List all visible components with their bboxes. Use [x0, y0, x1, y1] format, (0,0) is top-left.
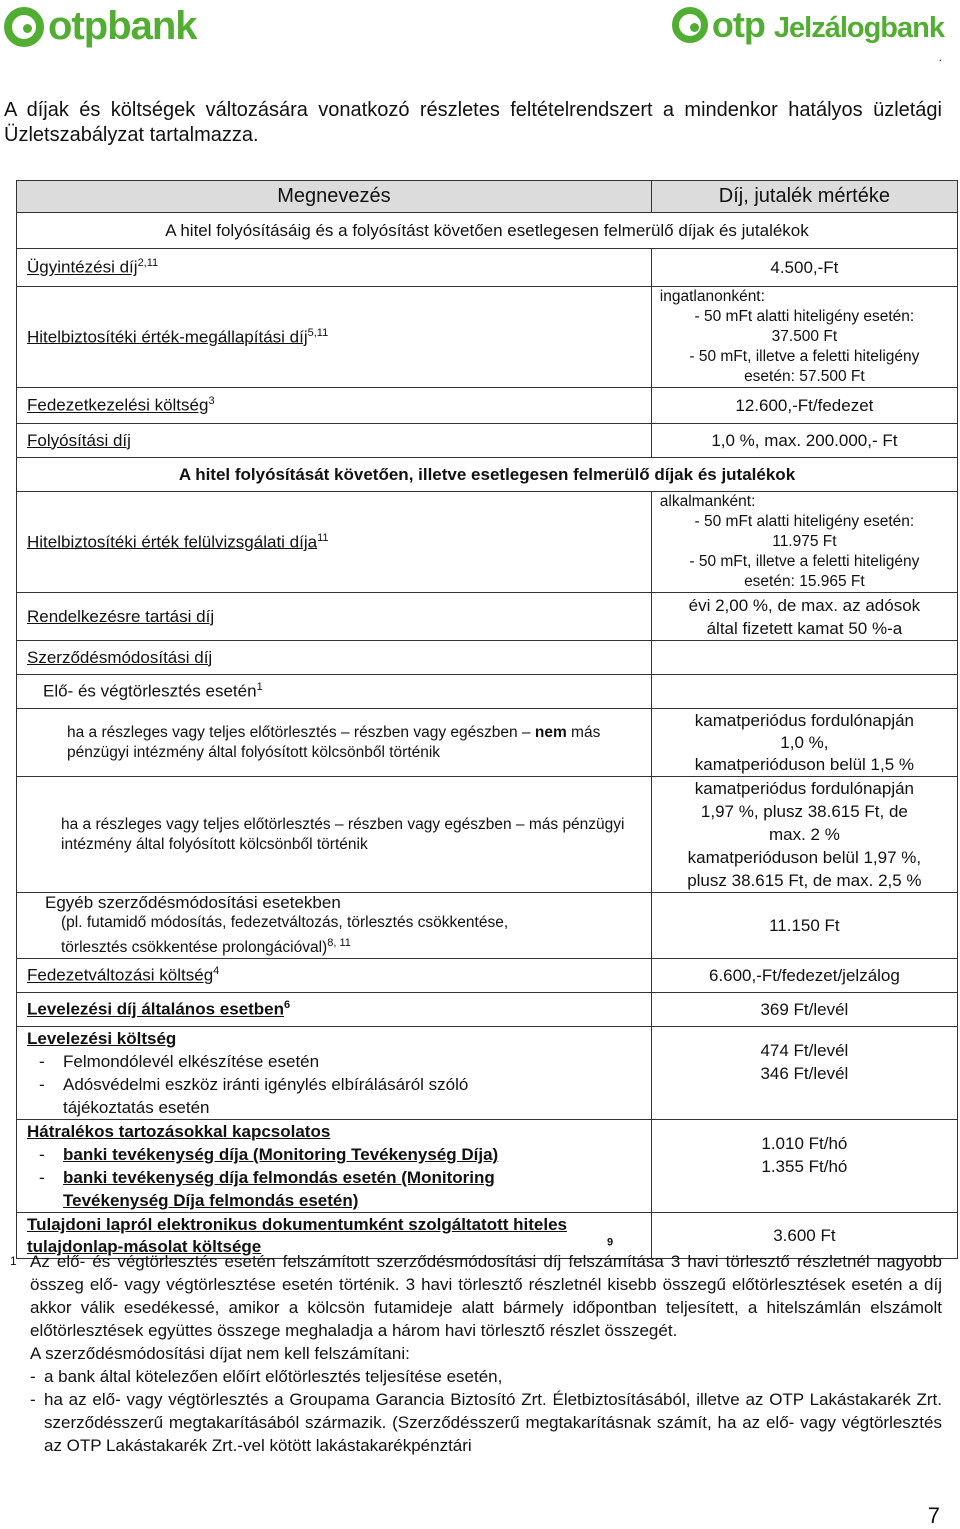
section-row [17, 213, 958, 249]
row-value: kamatperiódus fordulónapján 1,97 %, plusz 38.615 Ft, de max. 2 % kamatperióduson belül 1,97 %, plusz 38.615 Ft, de max. 2,5 % [651, 777, 957, 893]
intro-paragraph: A díjak és költségek változására vonatkozó részletes feltételrendszert a mindenkor hatályos üzletági Üzletszabályzat tartalmazza. [4, 99, 942, 146]
jelzalogbank-logo-text [712, 4, 944, 46]
table-row [17, 492, 958, 593]
row-value [651, 641, 957, 675]
table-row [17, 424, 958, 458]
footnote-paragraph: A szerződésmódosítási díjat nem kell felszámítani: [30, 1344, 410, 1363]
row-value: 11.150 Ft [651, 893, 957, 959]
section-row [17, 458, 958, 492]
row-value [651, 675, 957, 709]
page-number: 7 [927, 1503, 940, 1528]
table-row [17, 777, 958, 893]
row-label: ha a részleges vagy teljes előtörlesztés – részben vagy egészben – más pénzügyi intézmény által folyósított kölcsönből történik [17, 777, 652, 893]
table-row [17, 959, 958, 993]
table-row [17, 709, 958, 777]
row-value: 474 Ft/levél 346 Ft/levél [651, 1027, 957, 1120]
row-value: évi 2,00 %, de max. az adósok által fizetett kamat 50 %-a [651, 593, 957, 641]
logo-otp-word: otp [711, 4, 765, 45]
row-label: Szerződésmódosítási díj [17, 641, 652, 675]
row-label: ha a részleges vagy teljes előtörlesztés – részben vagy egészben – nem más pénzügyi intézmény által folyósított kölcsönből történik [17, 709, 652, 777]
row-label: Tulajdoni lapról elektronikus dokumentumként szolgáltatott hiteles tulajdonlap-másolat költsége $^9$ [17, 1213, 652, 1259]
row-value: 1,0 %, max. 200.000,- Ft [651, 424, 957, 458]
fees-table [16, 180, 958, 1259]
row-value: 3.600 Ft [651, 1213, 957, 1259]
table-row [17, 287, 958, 388]
row-label: Hátralékos tartozásokkal kapcsolatos - banki tevékenység díja (Monitoring Tevékenység Díja) - banki tevékenység díja felmondás esetén (Monitoring Tevékenység Díja felmondás esetén) [17, 1120, 652, 1213]
row-label: Elő- és végtörlesztés esetén$^1$ [17, 675, 652, 709]
row-label: Levelezési költség - Felmondólevél elkészítése esetén - Adósvédelmi eszköz iránti igénylés elbírálásáról szóló tájékoztatás esetén [17, 1027, 652, 1120]
footnote-list-item: - a bank által kötelezően előírt előtörlesztés teljesítése esetén, [30, 1367, 503, 1386]
row-label: Rendelkezésre tartási díj [17, 593, 652, 641]
row-value: 4.500,-Ft [651, 249, 957, 287]
corner-dot: . [938, 50, 942, 64]
row-label: Levelezési díj általános esetben$^6$ [17, 993, 652, 1027]
row-value: alkalmanként: - 50 mFt alatti hiteligény esetén: 11.975 Ft - 50 mFt, illetve a feletti hiteligény esetén: 15.965 Ft [651, 492, 957, 593]
table-row [17, 641, 958, 675]
row-label: Egyéb szerződésmódosítási esetekben (pl. futamidő módosítás, fedezetváltozás, törlesztés csökkentése, törlesztés csökkentése prolongációval)$^{8, 11}$ [17, 893, 652, 959]
row-label: Folyósítási díj [17, 424, 652, 458]
row-label: Hitelbiztosítéki érték-megállapítási díj$^{5,11}$ [17, 287, 652, 388]
otpbank-logo-text: otpbank [48, 4, 197, 48]
table-row [17, 893, 958, 959]
otpbank-logo [4, 4, 197, 49]
col-header-name: Megnevezés [17, 181, 652, 213]
table-row [17, 249, 958, 287]
footnote-list-item: - ha az elő- vagy végtörlesztés a Groupama Garancia Biztosító Zrt. Életbiztosításából, illetve az OTP Lakástakarék Zrt. szerződésszerű megtakarításából származik. (Szerződésszerű megtakarításnak számít, ha az elő- vagy végtörlesztés az OTP Lakástakarék Zrt.-vel kötött lakástakarékpénztári [30, 1390, 942, 1455]
row-value: kamatperiódus fordulónapján 1,0 %, kamatperióduson belül 1,5 % [651, 709, 957, 777]
row-value: 12.600,-Ft/fedezet [651, 388, 957, 424]
footnote [10, 1250, 942, 1457]
footnote-number: 1 [10, 1254, 17, 1268]
row-label: Fedezetváltozási költség$^4$ [17, 959, 652, 993]
row-value: ingatlanonként: - 50 mFt alatti hiteligény esetén: 37.500 Ft - 50 mFt, illetve a feletti hiteligény esetén: 57.500 Ft [651, 287, 957, 388]
table-row [17, 1120, 958, 1213]
table-row [17, 675, 958, 709]
footnote-paragraph: Az elő- és végtörlesztés esetén felszámított szerződésmódosítási díj felszámítása 3 havi törlesztő részletnél nagyobb összeg elő- vagy végtörlesztése esetén történik. 3 havi törlesztő részletnél kisebb összegű előtörlesztések esetén a díj akkor válik esedékessé, amikor a kölcsön futamideje alatt bármely időpontban teljesített, a hitelszámlán elszámolt előtörlesztések együttes összege meghaladja a három havi törlesztő részlet összegét. [30, 1252, 942, 1340]
section-title: A hitel folyósításáig és a folyósítást követően esetlegesen felmerülő díjak és jutalékok [17, 213, 958, 249]
table-row [17, 388, 958, 424]
row-value: 6.600,-Ft/fedezet/jelzálog [651, 959, 957, 993]
footnote-body [30, 1250, 942, 1457]
row-label: Ügyintézési díj$^{2,11}$ [17, 249, 652, 287]
row-value: 369 Ft/levél [651, 993, 957, 1027]
table-row [17, 1027, 958, 1120]
row-label: Hitelbiztosítéki érték felülvizsgálati díja$^{11}$ [17, 492, 652, 593]
table-row [17, 993, 958, 1027]
section-title: A hitel folyósítását követően, illetve esetlegesen felmerülő díjak és jutalékok [17, 458, 958, 492]
table-header-row [17, 181, 958, 213]
row-label: Fedezetkezelési költség$^3$ [17, 388, 652, 424]
table-row [17, 593, 958, 641]
otp-logo-icon [4, 7, 44, 47]
row-value: 1.010 Ft/hó 1.355 Ft/hó [651, 1120, 957, 1213]
otp-logo-icon [672, 7, 708, 43]
otp-jelzalogbank-logo [672, 4, 944, 46]
logo-jelzalogbank-word: Jelzálogbank [773, 12, 944, 44]
col-header-value: Díj, jutalék mértéke [651, 181, 957, 213]
